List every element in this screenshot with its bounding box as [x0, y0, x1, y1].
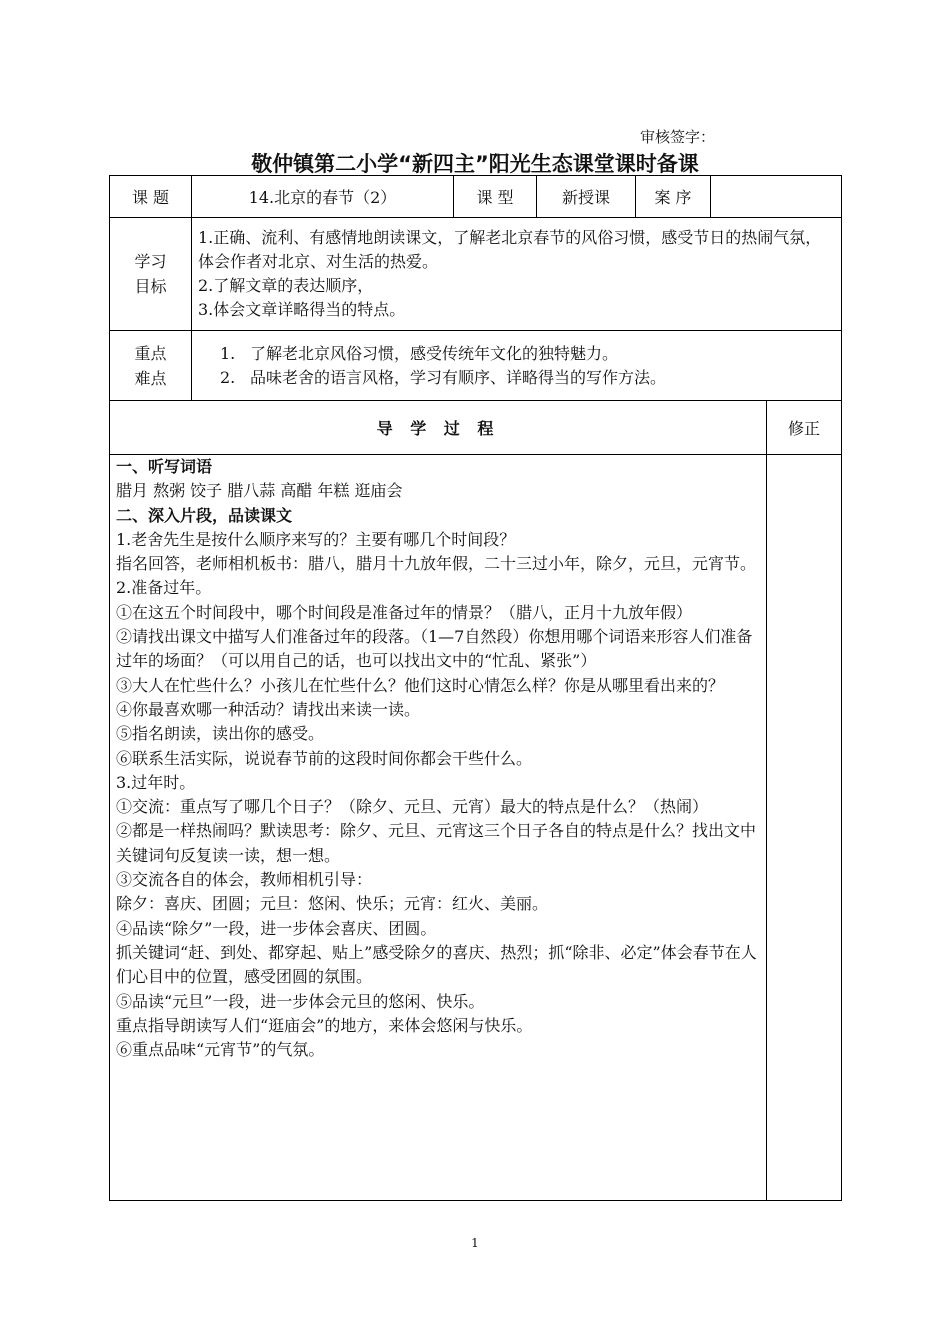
keypoint-item-2 — [220, 366, 835, 390]
process-paragraph: ⑤品读“元旦”一段，进一步体会元旦的悠闲、快乐。 — [116, 991, 485, 1011]
goals-row — [110, 218, 842, 331]
process-paragraph: ④你最喜欢哪一种活动？请找出来读一读。 — [116, 699, 421, 719]
process-paragraph: ⑤指名朗读，读出你的感受。 — [116, 724, 325, 744]
process-paragraph: ③大人在忙些什么？小孩儿在忙些什么？他们这时心情怎么样？你是从哪里看出来的？ — [116, 675, 725, 695]
type-value: 新授课 — [537, 176, 636, 218]
keypoint-num-1: 1. — [220, 343, 236, 363]
keypoint-num-2: 2. — [220, 367, 236, 387]
process-paragraph: 重点指导朗读写人们“逛庙会”的地方，来体会悠闲与快乐。 — [116, 1015, 533, 1035]
process-paragraph: 1.老舍先生是按什么顺序来写的？主要有哪几个时间段？ — [116, 529, 516, 549]
process-paragraph: 指名回答，老师相机板书：腊八，腊月十九放年假，二十三过小年，除夕，元旦，元宵节。 — [116, 554, 757, 574]
type-label: 课 型 — [454, 176, 537, 218]
page-number: 1 — [471, 1236, 479, 1250]
keypoints-content — [192, 331, 842, 401]
keypoints-label — [110, 331, 192, 401]
process-paragraph: ②请找出课文中描写人们准备过年的段落。（1—7自然段）你想用哪个词语来形容人们准备过年的场面？（可以用自己的话，也可以找出文中的“忙乱、紧张”） — [116, 627, 753, 671]
process-paragraph: 2.准备过年。 — [116, 578, 212, 598]
section-heading: 二、深入片段，品读课文 — [116, 505, 293, 525]
process-paragraph: ①交流：重点写了哪几个日子？（除夕、元旦、元宵）最大的特点是什么？（热闹） — [116, 797, 709, 817]
topic-value: 14.北京的春节（2） — [192, 176, 454, 218]
process-paragraph: 除夕：喜庆、团圆；元旦：悠闲、快乐；元宵：红火、美丽。 — [116, 894, 549, 914]
goal-item-3: 3.体会文章详略得当的特点。 — [198, 300, 406, 319]
process-row — [110, 455, 842, 1201]
sequence-label: 案 序 — [636, 176, 711, 218]
process-paragraph: 3.过年时。 — [116, 772, 196, 792]
process-paragraph: 腊月 熬粥 饺子 腊八蒜 高醋 年糕 逛庙会 — [116, 481, 403, 501]
goal-item-2: 2.了解文章的表达顺序， — [198, 276, 374, 295]
process-content — [110, 455, 767, 1201]
goals-label — [110, 218, 192, 331]
goals-label-line1: 学习 — [134, 252, 167, 271]
process-header: 导 学 过 程 — [110, 401, 767, 455]
process-paragraph: ⑥联系生活实际，说说春节前的这段时间你都会干些什么。 — [116, 748, 533, 768]
keypoint-text-1: 了解老北京风俗习惯，感受传统年文化的独特魅力。 — [250, 343, 619, 363]
process-paragraph: ④品读“除夕”一段，进一步体会喜庆、团圆。 — [116, 918, 437, 938]
topic-label: 课 题 — [110, 176, 192, 218]
process-paragraph: ⑥重点品味“元宵节”的气氛。 — [116, 1040, 325, 1060]
page-title: 敬仲镇第二小学“新四主”阳光生态课堂课时备课 — [251, 152, 699, 176]
process-paragraph: ②都是一样热闹吗？默读思考：除夕、元旦、元宵这三个日子各自的特点是什么？找出文中关键词句反复读一读，想一想。 — [116, 821, 757, 865]
revision-header: 修正 — [767, 401, 842, 455]
process-paragraph: 抓关键词“赶、到处、都穿起、贴上”感受除夕的喜庆、热烈；抓“除非、必定”体会春节在人们心目中的位置，感受团圆的氛围。 — [116, 942, 757, 987]
lesson-plan-table — [109, 175, 842, 1201]
revision-content — [767, 455, 842, 1201]
keypoints-label-line2: 难点 — [134, 368, 167, 388]
process-paragraph: ③交流各自的体会，教师相机引导： — [116, 870, 373, 890]
keypoint-text-2: 品味老舍的语言风格，学习有顺序、详略得当的写作方法。 — [250, 367, 667, 387]
signature-label: 审核签字： — [640, 128, 716, 146]
process-header-row — [110, 401, 842, 455]
goals-label-line2: 目标 — [134, 277, 167, 296]
sequence-value — [711, 176, 842, 218]
goals-content — [192, 218, 842, 331]
keypoint-item-1 — [220, 342, 835, 366]
section-heading: 一、听写词语 — [116, 457, 213, 476]
process-paragraph: ①在这五个时间段中，哪个时间段是准备过年的情景？（腊八，正月十九放年假） — [116, 602, 693, 622]
header-row — [110, 176, 842, 218]
keypoints-row — [110, 331, 842, 401]
goal-item-1: 1.正确、流利、有感情地朗读课文，了解老北京春节的风俗习惯，感受节日的热闹气氛，体会作者对北京、对生活的热爱。 — [198, 228, 822, 271]
keypoints-label-line1: 重点 — [134, 343, 167, 363]
